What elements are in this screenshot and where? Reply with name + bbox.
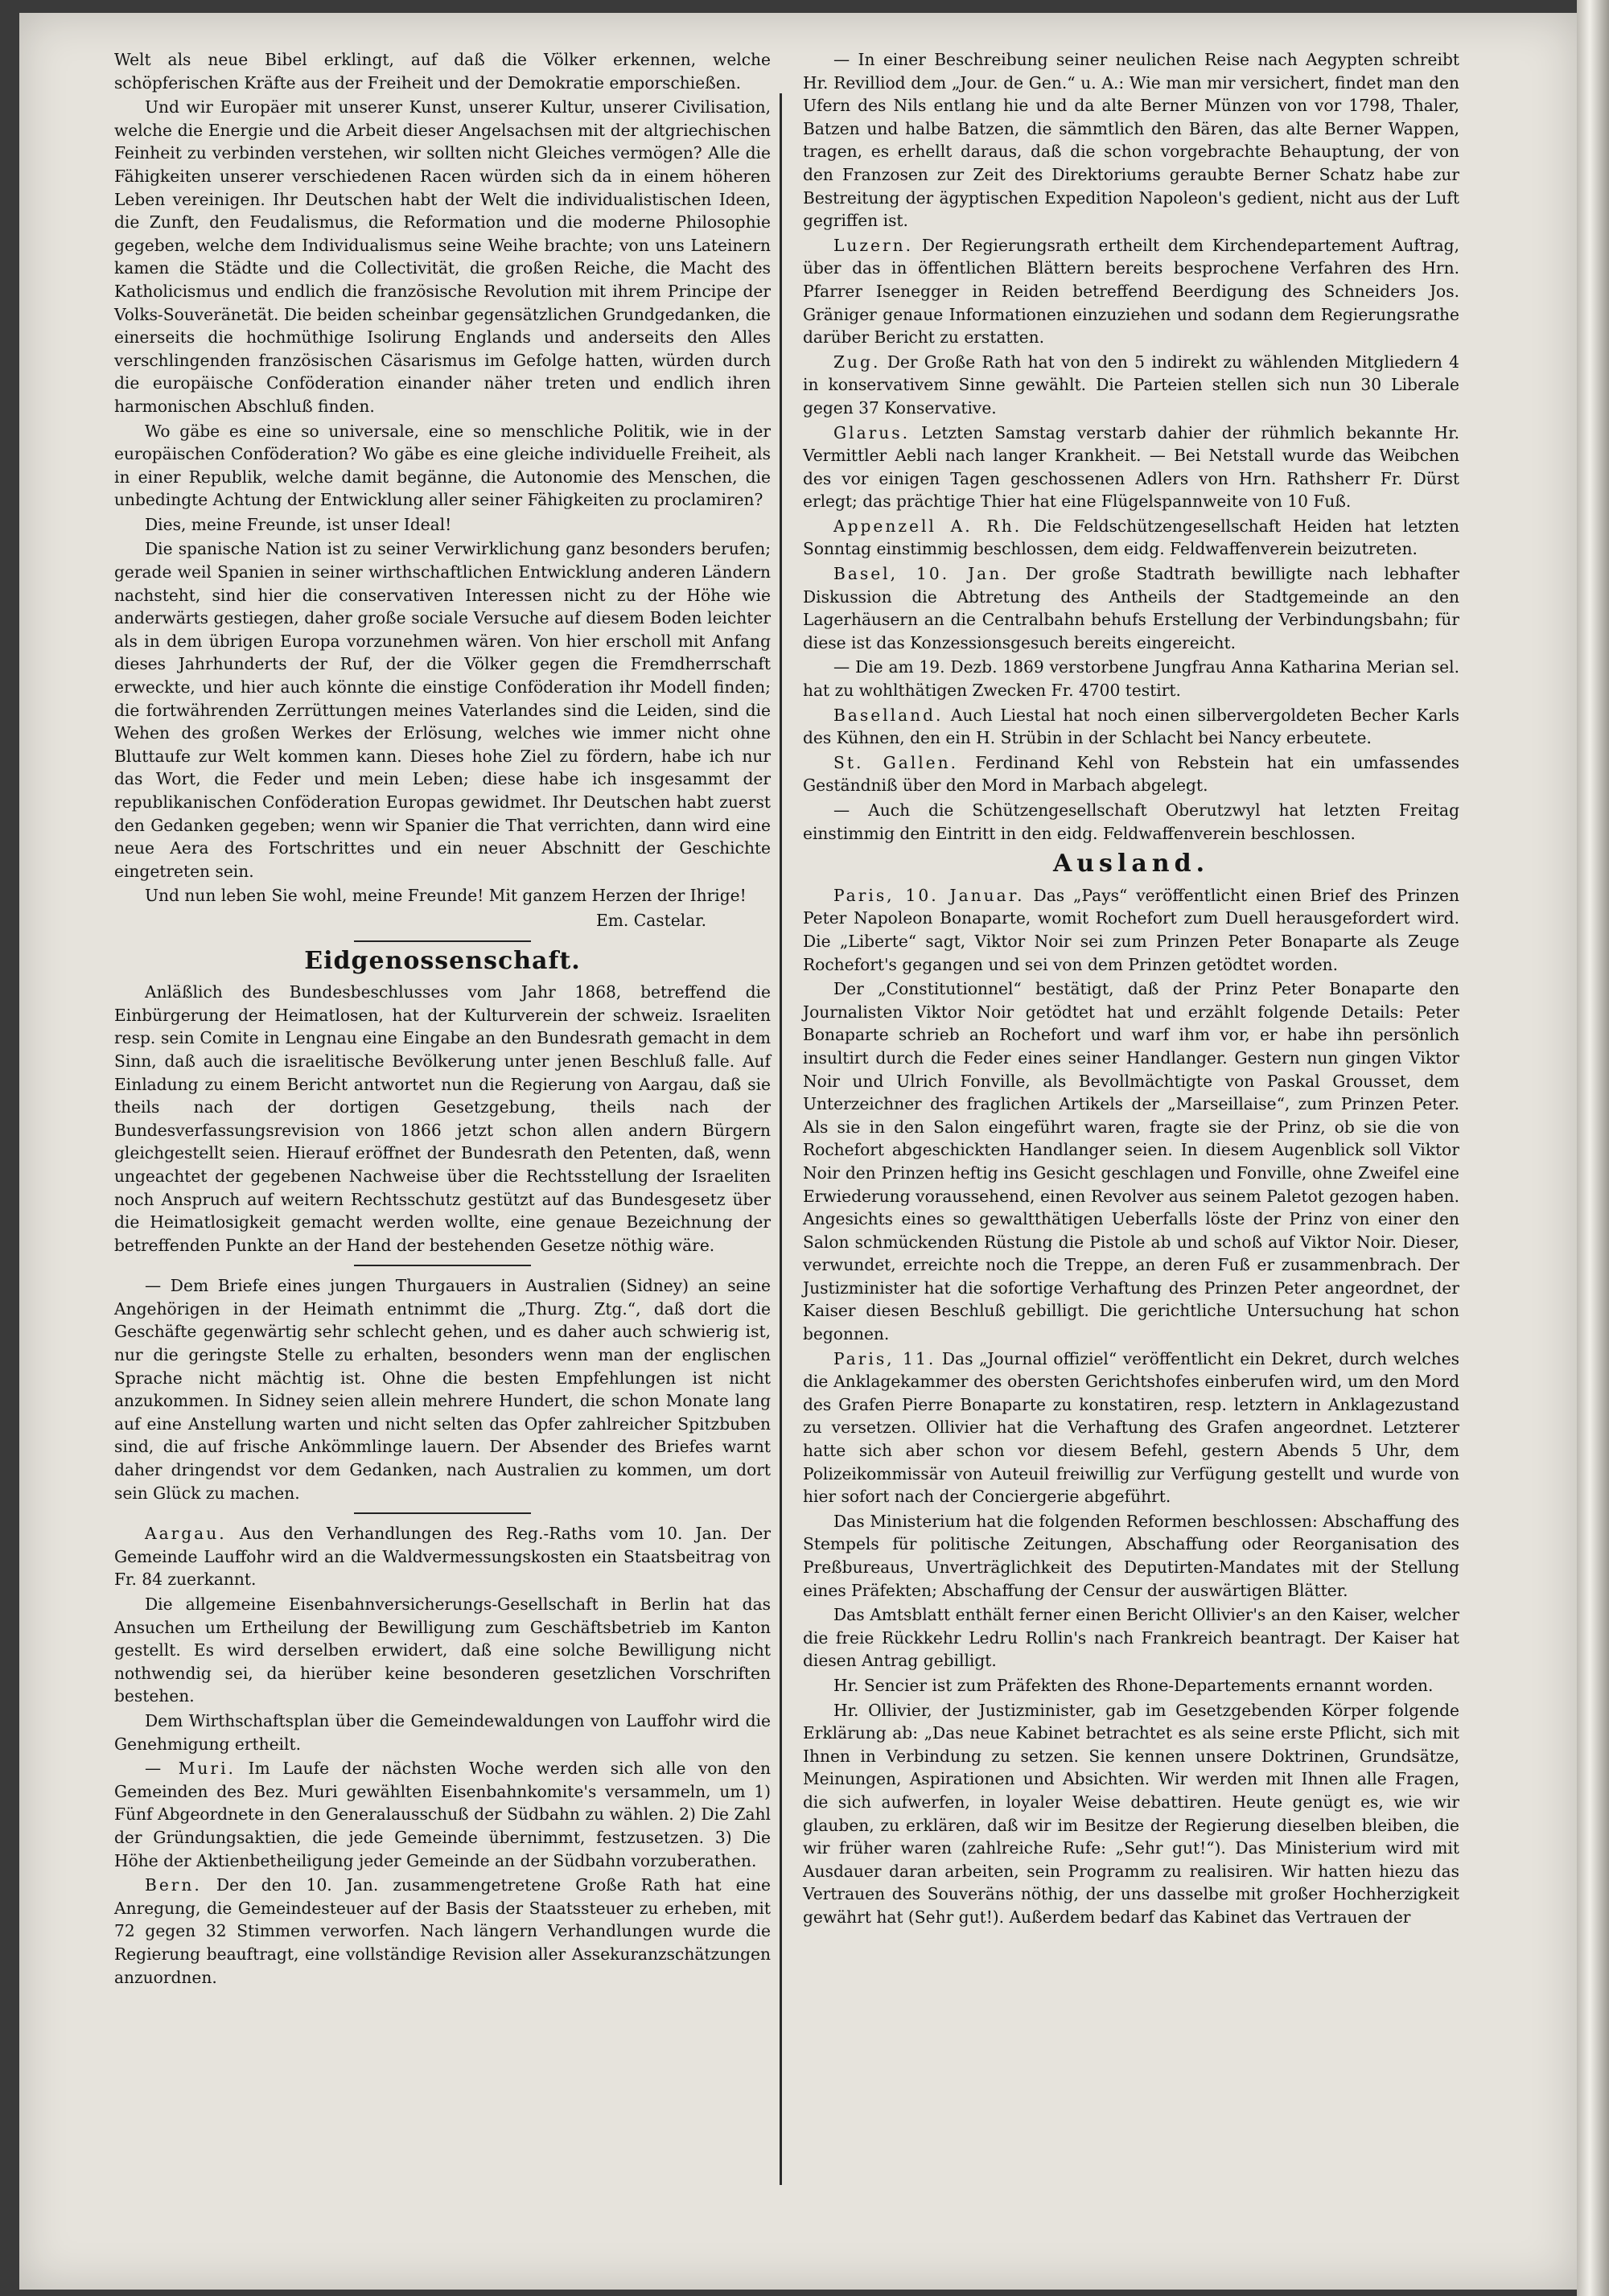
castelar-paragraph-1: Welt als neue Bibel erklingt, auf daß die Völker erkennen, welche schöpferischen Kräfte aus der Freiheit und der Demokratie emporschießen. [114, 50, 771, 93]
aargau-article-2: Die allgemeine Eisenbahnversicherungs-Gesellschaft in Berlin hat das Ansuchen um Ertheilung der Bewilligung zum Geschäftsbetrieb im Kanton gestellt. Es wird derselben erwidert, daß eine solche Bewilligung nicht nothwendig sei, da hierüber keine besonderen gesetzlichen Vorschriften bestehen. [114, 1594, 771, 1706]
amtsblatt-article: Das Amtsblatt enthält ferner einen Bericht Ollivier's an den Kaiser, welcher die freie Rückkehr Ledru Rollin's nach Frankreich beantragt. Der Kaiser hat diesen Antrag gebilligt. [803, 1605, 1459, 1671]
ollivier-article: Hr. Ollivier, der Justizminister, gab im Gesetzgebenden Körper folgende Erklärung ab: „Das neue Kabinet betrachtet es als seine erste Pflicht, sich mit Ihnen in Verbindung zu setzen. Sie kennen unsere Doktrinen, Grundsätze, Meinungen, Aspirationen und Absichten. Wir werden mit Ihnen alle Fragen, die sich aufwerfen, in loyaler Weise debattiren. Heute genügt es, wie wir glauben, zu erklären, daß wir im Besitze der Regierung dieselben bleiben, die wir früher waren (zahlreiche Rufe: „Sehr gut!“). Das Ministerium wird mit Ausdauer daran arbeiten, sein Programm zu realisiren. Wir hatten hiezu das Vertrauen des Souveräns nöthig, der uns dasselbe mit großer Hochherzigkeit gewährt hat (Sehr gut!). Außerdem bedarf das Kabinet das Vertrauen der [803, 1700, 1459, 1927]
glarus-dateline: Glarus. [833, 422, 911, 442]
paris-dateline-2: Paris, 11. [833, 1348, 936, 1368]
sencier-article: Hr. Sencier ist zum Präfekten des Rhone-Departements ernannt worden. [833, 1675, 1434, 1695]
baselland-dateline: Baselland. [833, 705, 944, 725]
zug-dateline: Zug. [833, 352, 881, 372]
article-rule [354, 1512, 531, 1514]
israeliten-article: Anläßlich des Bundesbeschlusses vom Jahr 1868, betreffend die Einbürgerung der Heimatlosen, hat der Kulturverein der schweiz. Israeliten resp. sein Comite in Lengnau eine Eingabe an den Bundesrath gemacht in dem Sinn, daß auch die israelitische Bevölkerung unter jenen Beschluß falle. Auf Einladung zu einem Bericht antwortet nun die Regierung von Aargau, daß sie theils nach der dortigen Gesetzgebung, theils nach der Bundesverfassungsrevision von 1866 jetzt schon allen andern Bürgern gleichgestellt seien. Hierauf eröffnet der Bundesrath den Petenten, daß, wenn ungeachtet der gegebenen Nachweise über die Rechtsstellung der Israeliten noch Anspruch auf weitern Rechtsschutz gestützt auf das Bundesgesetz über die Heimatlosigkeit gemacht werden wollte, eine genaue Bezeichnung der betreffenden Punkte an der Hand der bestehenden Gesetze nöthig wäre. [114, 982, 771, 1255]
glarus-article: Glarus. Letzten Samstag verstarb dahier der rühmlich bekannte Hr. Vermittler Aebli nach langer Krankheit. — Bei Netstall wurde das Weibchen des vor einigen Tagen geschossenen Adlers von Hrn. Rathsherr Fr. Dürst erlegt; das prächtige Thier hat eine Flügelspannweite von 10 Fuß. [803, 422, 1459, 512]
muri-dateline: — Muri. [145, 1759, 236, 1779]
page-edge [1577, 0, 1609, 2296]
newspaper-page [19, 13, 1578, 2290]
zug-article: Zug. Der Große Rath hat von den 5 indirekt zu wählenden Mitgliedern 4 in konservativem Sinne gewählt. Die Parteien stellen sich nun 30 Liberale gegen 37 Konservative. [803, 352, 1459, 418]
aargau-article-3: Dem Wirthschaftsplan über die Gemeindewaldungen von Lauffohr wird die Genehmigung ertheilt. [114, 1710, 771, 1754]
castelar-paragraph-4: Dies, meine Freunde, ist unser Ideal! [145, 514, 452, 534]
article-rule [354, 1265, 531, 1266]
paris-dateline-1: Paris, 10. Januar. [833, 885, 1025, 905]
castelar-signature: Em. Castelar. [596, 910, 706, 930]
basel-article: Basel, 10. Jan. Der große Stadtrath bewilligte nach lebhafter Diskussion die Abtretung des Antheils der Stadtgemeinde an den Lagerhäusern an die Centralbahn behufs Erstellung der Verbindungsbahn; für diese ist das Konzessionsgesuch bereits eingereicht. [803, 564, 1459, 652]
australien-article: — Dem Briefe eines jungen Thurgauers in Australien (Sidney) an seine Angehörigen in der Heimath entnimmt die „Thurg. Ztg.“, daß dort die Geschäfte gegenwärtig sehr schlecht gehen, und es daher auch schwierig ist, nur die geringste Stelle zu erhalten, besonders wenn man der englischen Sprache nicht mächtig ist. Ohne die besten Empfehlungen ist nicht anzukommen. In Sidney seien allein mehrere Hundert, die schon Monate lang auf eine Anstellung warten und nicht selten das Opfer zahlreicher Spitzbuben sind, die auf frische Ankömmlinge lauern. Der Absender des Briefes warnt daher dringendst vor dem Gedanken, nach Australien zu kommen, um dort sein Glück zu machen. [114, 1276, 771, 1503]
paris-article-1: Paris, 10. Januar. Das „Pays“ veröffentlicht einen Brief des Prinzen Peter Napoleon Bonaparte, womit Rochefort zum Duell herausgefordert wird. Die „Liberte“ sagt, Viktor Noir sei zum Prinzen Peter Bonaparte als Zeuge Rochefort's gegangen und sei von dem Prinzen getödtet worden. [803, 885, 1460, 974]
aargau-dateline: Aargau. [145, 1524, 227, 1544]
castelar-paragraph-3: Wo gäbe es eine so universale, eine so menschliche Politik, wie in der europäischen Conföderation? Wo gäbe es eine gleiche individuelle Freiheit, als in einer Republik, welche damit begänne, die Autonomie des Menschen, die unbedingte Achtung der Entwicklung aller seiner Fähigkeiten zu proclamiren? [114, 421, 771, 510]
luzern-dateline: Luzern. [833, 235, 914, 255]
paris-article-2: Paris, 11. Das „Journal offiziel“ veröffentlicht ein Dekret, durch welches die Anklagekammer des obersten Gerichtshofes einberufen wird, um den Mord des Grafen Pierre Bonaparte zu konstatiren, resp. letztern in Anklagezustand zu versetzen. Ollivier hat die Verhaftung des Grafen angeordnet. Letzterer hatte sich aber schon vor diesem Befehl, gestern Abends 5 Uhr, dem Polizeikommissär von Auteuil freiwillig zur Verfügung gestellt und wurde von hier sofort nach der Conciergerie abgeführt. [803, 1348, 1460, 1507]
left-column [114, 48, 771, 1990]
bern-dateline: Bern. [145, 1875, 202, 1895]
section-rule [354, 940, 531, 942]
baselland-article: Baselland. Auch Liestal hat noch einen silbervergoldeten Becher Karls des Kühnen, den ein H. Strübin in der Schlacht bei Nancy erbeutete. [803, 705, 1459, 748]
basel-dateline: Basel, 10. Jan. [833, 564, 1010, 584]
aargau-article: Aargau. Aus den Verhandlungen des Reg.-Raths vom 10. Jan. Der Gemeinde Lauffohr wird an die Waldvermessungskosten ein Staatsbeitrag von Fr. 84 zuerkannt. [114, 1524, 771, 1590]
castelar-paragraph-5: Die spanische Nation ist zu seiner Verwirklichung ganz besonders berufen; gerade weil Spanien in seiner wirthschaftlichen Entwicklung anderen Ländern nachsteht, sind hier die conservativen Interessen nicht zu der Höhe wie anderwärts gestiegen, daher große sociale Versuche auf diesem Boden leichter als in dem übrigen Europa vorzunehmen wären. Von hier erscholl mit Anfang dieses Jahrhunderts der Ruf, der die Völker gegen die Fremdherrschaft erweckte, und hier auch könnte die einstige Conföderation ihr Modell finden; die fortwährenden Zerrüttungen meines Vaterlandes sind die Leiden, sind die Wehen des großen Werkes der Erlösung, welches wie immer nicht ohne Bluttaufe zur Welt kommen kann. Dieses hohe Ziel zu fördern, habe ich nur das Wort, die Feder und mein Leben; diese habe ich insgesammt der republikanischen Conföderation Europas gewidmet. Ihr Deutschen habt zuerst den Gedanken gegeben; wenn wir Spanier die That verrichten, dann wird eine neue Aera des Fortschrittes und ein neuer Abschnitt der Geschichte eingetreten sein. [114, 539, 771, 881]
aegypten-article: — In einer Beschreibung seiner neulichen Reise nach Aegypten schreibt Hr. Revilliod dem „Jour. de Gen.“ u. A.: Wie man mir versichert, findet man den Ufern des Nils entlang hie und da alte Berner Münzen von vor 1798, Thaler, Batzen und halbe Batzen, die sämmtlich den Bären, das alte Berner Wappen, tragen, es erhellt daraus, daß die schon vorgebrachte Behauptung, der von den Franzosen zur Zeit des Direktoriums geraubte Berner Schatz habe zur Bestreitung der ägyptischen Expedition Napoleon's gedient, nicht aus der Luft gegriffen ist. [803, 50, 1459, 231]
appenzell-dateline: Appenzell A. Rh. [833, 516, 1023, 536]
ministerium-article: Das Ministerium hat die folgenden Reformen beschlossen: Abschaffung des Stempels für politische Zeitungen, Abschaffung oder Reorganisation des Preßbureaus, Unverträglichkeit des Deputirten-Mandates mit der Stellung eines Präfekten; Abschaffung der Censur der auswärtigen Blätter. [803, 1511, 1459, 1600]
stgallen-dateline: St. Gallen. [833, 752, 959, 772]
castelar-paragraph-2: Und wir Europäer mit unserer Kunst, unserer Kultur, unserer Civilisation, welche die Energie und die Arbeit dieser Angelsachsen mit der altgriechischen Feinheit zu verbinden verstehen, wir sollten nicht Gleiches vermögen? Alle die Fähigkeiten unserer verschiedenen Racen würden sich da in einem höheren Leben vereinigen. Ihr Deutschen habt der Welt die individualistischen Ideen, die Zunft, den Feudalismus, die Reformation und die moderne Philosophie gegeben, welche dem Individualismus seine Weihe brachte; von uns Lateinern kamen die Städte und die Collectivität, die großen Reiche, die Macht des Katholicismus und endlich die französische Revolution mit ihrem Principe der Volks-Souveränetät. Die beiden scheinbar gegensätzlichen Grundgedanken, die einerseits die hochmüthige Isolirung Englands und anderseits den Alles verschlingenden französischen Cäsarismus im Gefolge hatten, würden durch die europäische Conföderation einander näher treten und endlich ihren harmonischen Abschluß finden. [114, 97, 771, 416]
basel-article-2: — Die am 19. Dezb. 1869 verstorbene Jungfrau Anna Katharina Merian sel. hat zu wohlthätigen Zwecken Fr. 4700 testirt. [803, 657, 1459, 701]
luzern-article: Luzern. Der Regierungsrath ertheilt dem Kirchendepartement Auftrag, über das in öffentlichen Blättern bereits besprochene Verfahren des Hrn. Pfarrer Isenegger in Reiden betreffend Beerdigung des Schneiders Jos. Gräniger genaue Informationen einzuziehen und sodann dem Regierungsrathe darüber Bericht zu erstatten. [803, 235, 1459, 348]
column-divider [780, 93, 782, 2185]
castelar-paragraph-6: Und nun leben Sie wohl, meine Freunde! Mit ganzem Herzen der Ihrige! [145, 886, 747, 906]
constitutionnel-article: Der „Constitutionnel“ bestätigt, daß der Prinz Peter Bonaparte den Journalisten Viktor Noir getödtet hat und erzählt folgende Details: Peter Bonaparte schrieb an Rochefort und warf ihm vor, er habe ihn persönlich insultirt durch die Feder eines seiner Handlanger. Gestern nun gingen Viktor Noir und Ulrich Fonville, als Bevollmächtigte von Paskal Grousset, dem Unterzeichner des fraglichen Artikels der „Marseillaise“, zum Prinzen Peter. Als sie in den Salon eingeführt waren, fragte sie der Prinz, ob sie die von Rochefort abgeschickten Handlanger seien. In diesem Augenblick soll Viktor Noir den Prinzen heftig ins Gesicht geschlagen und Fonville, ohne Zweifel eine Erwiederung voraussehend, einen Revolver aus seinem Paletot gezogen haben. Angesichts eines so gewaltthätigen Ueberfalls löste der Prinz von einer den Salon schmückenden Rüstung die Pistole ab und schoß auf Viktor Noir. Dieser, verwundet, erreichte noch die Treppe, an deren Fuß er zusammenbrach. Der Justizminister hat die sofortige Verhaftung des Prinzen Peter angeordnet, der Kaiser diesen Beschluß gebilligt. Die gerichtliche Untersuchung hat schon begonnen. [803, 979, 1459, 1344]
bern-article: Bern. Der den 10. Jan. zusammengetretene Große Rath hat eine Anregung, die Gemeindesteuer auf der Basis der Staatssteuer zu erheben, mit 72 gegen 32 Stimmen verworfen. Nach längern Verhandlungen wurde die Regierung beauftragt, eine vollständige Revision aller Assekuranzschätzungen anzuordnen. [114, 1875, 771, 1987]
right-column [803, 48, 1459, 1931]
stgallen-article-2: — Auch die Schützengesellschaft Oberutzwyl hat letzten Freitag einstimmig den Eintritt in den eidg. Feldwaffenverein beschlossen. [803, 800, 1459, 843]
appenzell-article: Appenzell A. Rh. Die Feldschützengesellschaft Heiden hat letzten Sonntag einstimmig beschlossen, dem eidg. Feldwaffenverein beizutreten. [803, 516, 1459, 559]
stgallen-article: St. Gallen. Ferdinand Kehl von Rebstein hat ein umfassendes Geständniß über den Mord in Marbach abgelegt. [803, 752, 1460, 796]
eidgenossenschaft-heading: Eidgenossenschaft. [304, 946, 581, 975]
ausland-heading: Ausland. [1052, 850, 1210, 878]
muri-article: — Muri. Im Laufe der nächsten Woche werden sich alle von den Gemeinden des Bez. Muri gewählten Eisenbahnkomite's versammeln, um 1) Fünf Abgeordnete in den Generalausschuß der Südbahn zu wählen. 2) Die Zahl der Gründungsaktien, die jede Gemeinde übernimmt, festzusetzen. 3) Die Höhe der Aktienbetheiligung jeder Gemeinde an der Südbahn vorzuberathen. [114, 1759, 771, 1870]
